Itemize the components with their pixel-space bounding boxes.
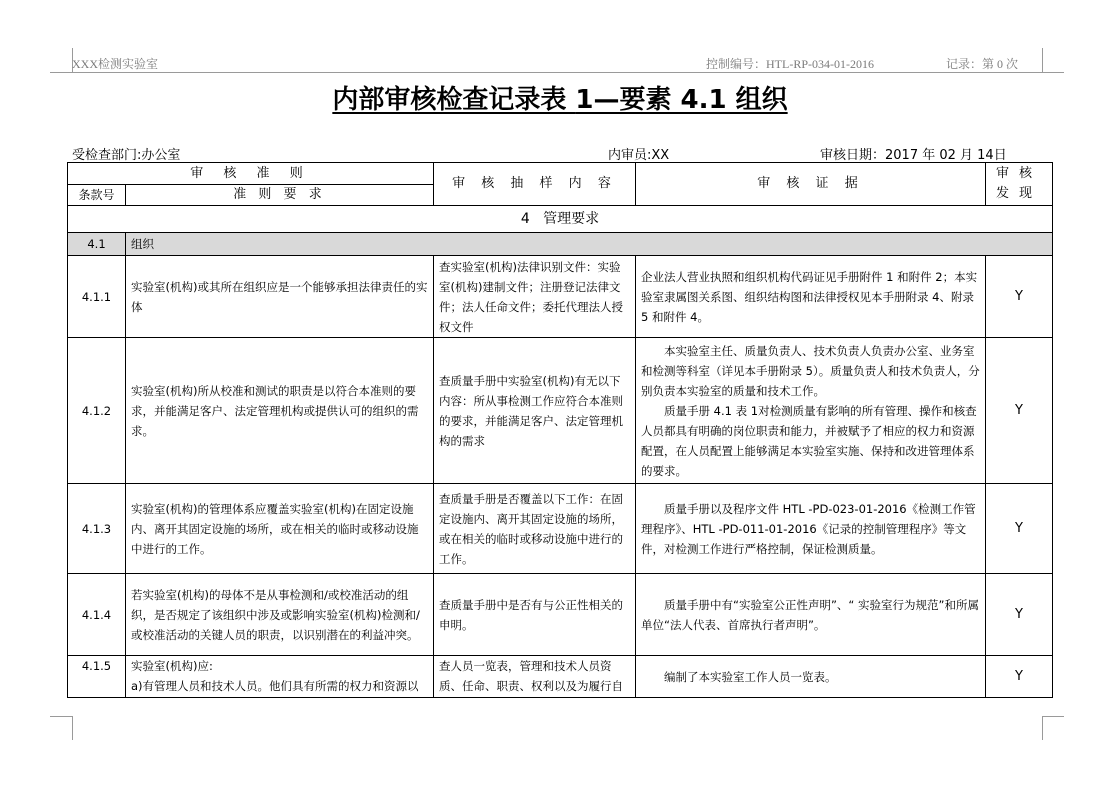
section-title: 4 管理要求 [68, 206, 1053, 233]
audit-date: 审核日期：2017 年 02 月 14日 [820, 148, 1007, 163]
evidence-text: 编制了本实验室工作人员一览表。 [664, 669, 837, 684]
group-row [68, 233, 1053, 256]
finding-cell: Y [986, 338, 1053, 484]
table-row [68, 256, 1053, 338]
header-rule [72, 72, 1042, 73]
evidence-text: 企业法人营业执照和组织机构代码证见手册附件 1 和附件 2；本实验室隶属图关系图、组织结构图和法律授权见本手册附录 4、附录 5 和附件 4。 [641, 269, 978, 324]
finding-cell: Y [986, 574, 1053, 656]
requirement-cell: 实验室(机构)或其所在组织应是一个能够承担法律责任的实体 [126, 256, 434, 338]
requirement-cell: 若实验室(机构)的母体不是从事检测和/或校准活动的组织，是否规定了该组织中涉及或影响实验室(机构)检测和/或校准活动的关键人员的职责，以识别潜在的利益冲突。 [126, 574, 434, 656]
finding-cell: Y [986, 656, 1053, 698]
sampling-cell: 查实验室(机构)法律识别文件：实验室(机构)建制文件；注册登记法律文件；法人任命文件；委托代理法人授权文件 [434, 256, 636, 338]
crop-mark [1042, 72, 1064, 73]
evidence-text: 质量手册中有“实验室公正性声明”、“ 实验室行为规范”和所属单位“法人代表、首席执行者声明”。 [641, 597, 979, 632]
clause-no: 4.1.2 [68, 338, 126, 484]
crop-mark [1042, 716, 1064, 717]
clause-no-header: 条款号 [68, 185, 126, 206]
crop-mark [50, 72, 72, 73]
requirement-line: a)有管理人员和技术人员。他们具有所需的权力和资源以 [131, 679, 419, 693]
evidence-cell [636, 256, 986, 338]
evidence-text: 本实验室主任、质量负责人、技术负责人负责办公室、业务室和检测等科室（详见本手册附录 5）。质量负责人和技术负责人，分别负责本实验室的质量和技术工作。 [641, 343, 980, 398]
evidence-cell [636, 574, 986, 656]
requirement-cell: 实验室(机构)所从校准和测试的职责是以符合本准则的要求，并能满足客户、法定管理机构或提供认可的组织的需求。 [126, 338, 434, 484]
title-prefix: 内部审核检查记录表 [332, 85, 576, 115]
evidence-cell [636, 656, 986, 698]
criteria-header: 审 核 准 则 [68, 163, 434, 185]
requirement-line: 实验室(机构)应: [131, 659, 213, 673]
audit-checklist-table [67, 162, 1053, 698]
crop-mark [72, 716, 73, 740]
page-title [0, 82, 1120, 118]
evidence-header: 审 核 证 据 [636, 163, 986, 206]
header-record-no: 记录：第 0 次 [946, 57, 1019, 71]
clause-no: 4.1.3 [68, 484, 126, 574]
header-control-no: 控制编号：HTL-RP-034-01-2016 [706, 57, 874, 71]
crop-mark [1042, 48, 1043, 72]
finding-cell: Y [986, 256, 1053, 338]
header-lab-name: XXX检测实验室 [72, 57, 158, 71]
sampling-cell: 查质量手册是否覆盖以下工作：在固定设施内、离开其固定设施的场所，或在相关的临时或移动设施中进行的工作。 [434, 484, 636, 574]
table-row [68, 338, 1053, 484]
evidence-cell [636, 484, 986, 574]
table-row [68, 656, 1053, 698]
clause-no: 4.1.4 [68, 574, 126, 656]
title-element: 1—要素 4.1 组织 [575, 85, 788, 115]
table-row [68, 484, 1053, 574]
finding-cell: Y [986, 484, 1053, 574]
sampling-cell: 查人员一览表，管理和技术人员资质、任命、职责、权利以及为履行自 [434, 656, 636, 698]
clause-no: 4.1.5 [68, 656, 126, 698]
evidence-text: 质量手册 4.1 表 1对检测质量有影响的所有管理、操作和核查人员都具有明确的岗位职责和能力，并被赋予了相应的权力和资源配置，在人员配置上能够满足本实验室实施、保持和改进管理体系的要求。 [641, 403, 977, 478]
requirement-header: 准 则 要 求 [126, 185, 434, 206]
clause-no: 4.1.1 [68, 256, 126, 338]
requirement-cell: 实验室(机构)的管理体系应覆盖实验室(机构)在固定设施内、离开其固定设施的场所，或在相关的临时或移动设施中进行的工作。 [126, 484, 434, 574]
group-no: 4.1 [68, 233, 126, 256]
requirement-cell [126, 656, 434, 698]
evidence-text: 质量手册以及程序文件 HTL -PD-023-01-2016《检测工作管理程序》、HTL -PD-011-01-2016《记录的控制管理程序》等文件，对检测工作进行严格控制，保证检测质量。 [641, 501, 976, 556]
sampling-cell: 查质量手册中是否有与公正性相关的申明。 [434, 574, 636, 656]
auditor: 内审员:XX [608, 148, 670, 163]
crop-mark [1042, 716, 1043, 740]
sampling-cell: 查质量手册中实验室(机构)有无以下内容：所从事检测工作应符合本准则的要求，并能满足客户、法定管理机构的需求 [434, 338, 636, 484]
evidence-cell [636, 338, 986, 484]
table-row [68, 574, 1053, 656]
crop-mark [50, 716, 72, 717]
sampling-header: 审 核 抽 样 内 容 [434, 163, 636, 206]
finding-header: 审核发现 [986, 163, 1053, 206]
group-label: 组织 [126, 233, 1053, 256]
audited-department: 受检查部门:办公室 [72, 148, 181, 163]
